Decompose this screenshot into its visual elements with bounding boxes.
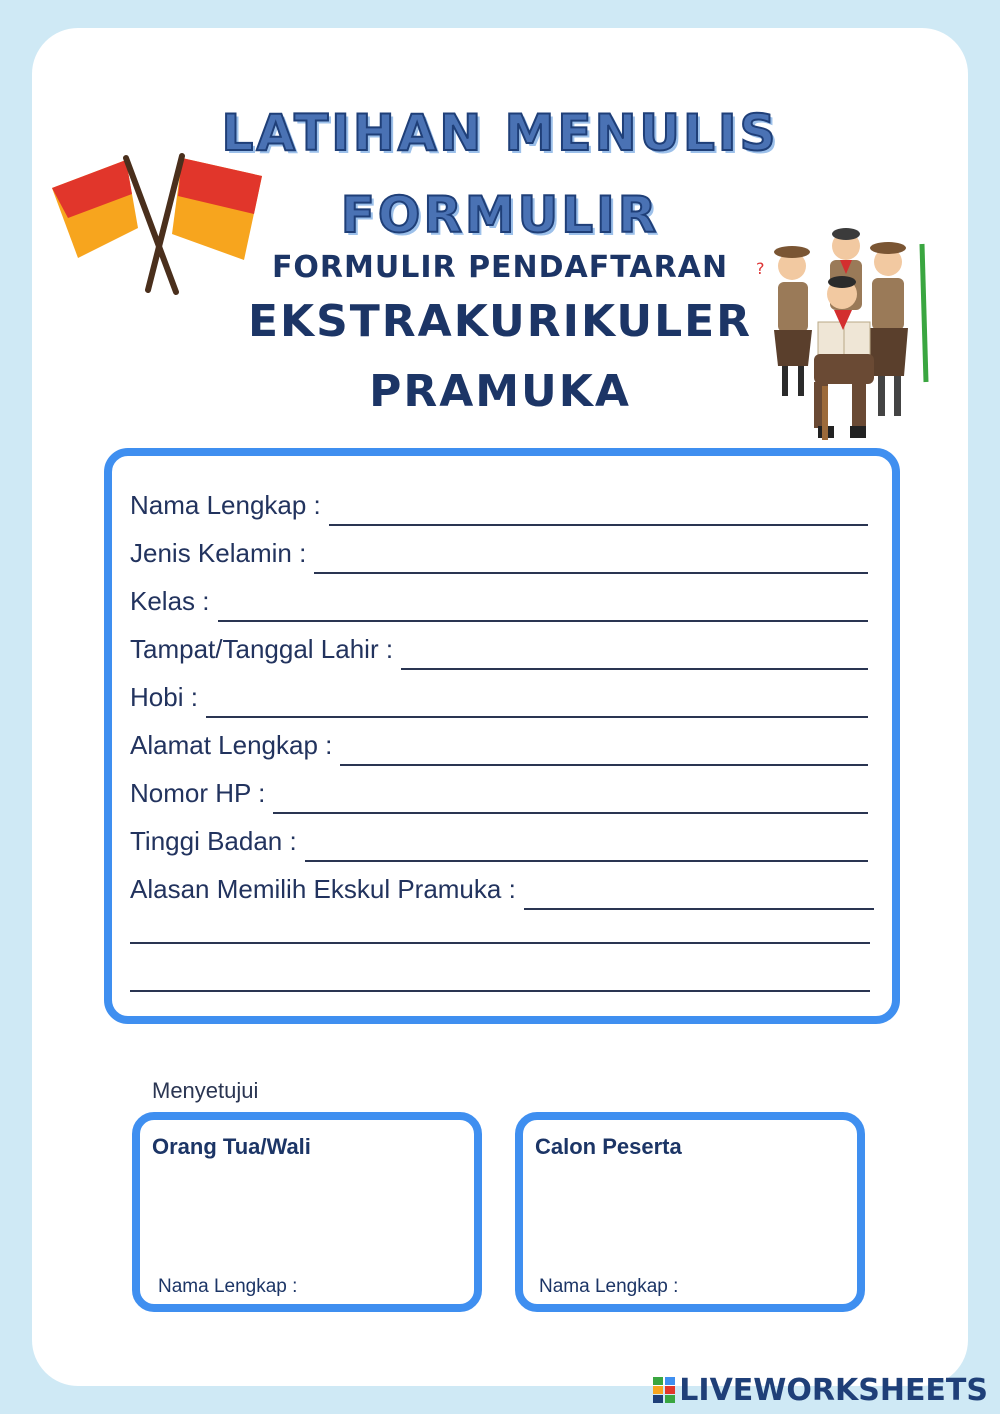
- extra-writing-line[interactable]: [130, 942, 870, 944]
- liveworksheets-footer[interactable]: [653, 1372, 988, 1408]
- registration-form: [104, 448, 900, 1024]
- field-writing-line[interactable]: [524, 907, 874, 910]
- approval-label: Menyetujui: [152, 1078, 259, 1103]
- field-label: Jenis Kelamin :: [130, 538, 307, 568]
- liveworksheets-logo-icon: [653, 1377, 675, 1403]
- signature-name-label: Nama Lengkap :: [539, 1276, 679, 1297]
- form-field-hobi[interactable]: [130, 670, 868, 710]
- form-field-jenis-kelamin[interactable]: [130, 526, 868, 566]
- field-label: Tampat/Tanggal Lahir :: [130, 634, 394, 664]
- form-subtitle-line2: EKSTRAKURIKULER: [247, 296, 753, 347]
- form-subtitle-line1: FORMULIR PENDAFTARAN: [271, 250, 729, 285]
- signature-box-parent[interactable]: [132, 1112, 482, 1312]
- worksheet-title-line1: LATIHAN MENULIS: [221, 104, 779, 162]
- liveworksheets-brand: LIVEWORKSHEETS: [679, 1372, 988, 1408]
- form-field-tinggi-badan[interactable]: [130, 814, 868, 854]
- field-label: Hobi :: [130, 682, 198, 712]
- form-field-alamat-lengkap[interactable]: [130, 718, 868, 758]
- field-label: Tinggi Badan :: [130, 826, 297, 856]
- form-field-nomor-hp[interactable]: [130, 766, 868, 806]
- field-label: Alamat Lengkap :: [130, 730, 333, 760]
- signature-box-title: Orang Tua/Wali: [152, 1134, 311, 1159]
- form-subtitle-line3: PRAMUKA: [369, 366, 631, 417]
- form-field-tempat-tanggal-lahir[interactable]: [130, 622, 868, 662]
- form-field-alasan[interactable]: [130, 862, 874, 902]
- extra-writing-line[interactable]: [130, 990, 870, 992]
- scout-children-illustration: [748, 226, 938, 450]
- signature-name-label: Nama Lengkap :: [158, 1276, 298, 1297]
- signature-box-participant[interactable]: [515, 1112, 865, 1312]
- signature-box-title: Calon Peserta: [535, 1134, 682, 1159]
- form-field-kelas[interactable]: [130, 574, 868, 614]
- field-label: Kelas :: [130, 586, 210, 616]
- form-field-nama-lengkap[interactable]: [130, 478, 868, 518]
- field-label: Nomor HP :: [130, 778, 266, 808]
- field-label: Alasan Memilih Ekskul Pramuka :: [130, 874, 516, 904]
- worksheet-title-line2: FORMULIR: [340, 186, 660, 244]
- svg-text:?: ?: [756, 259, 765, 278]
- field-label: Nama Lengkap :: [130, 490, 321, 520]
